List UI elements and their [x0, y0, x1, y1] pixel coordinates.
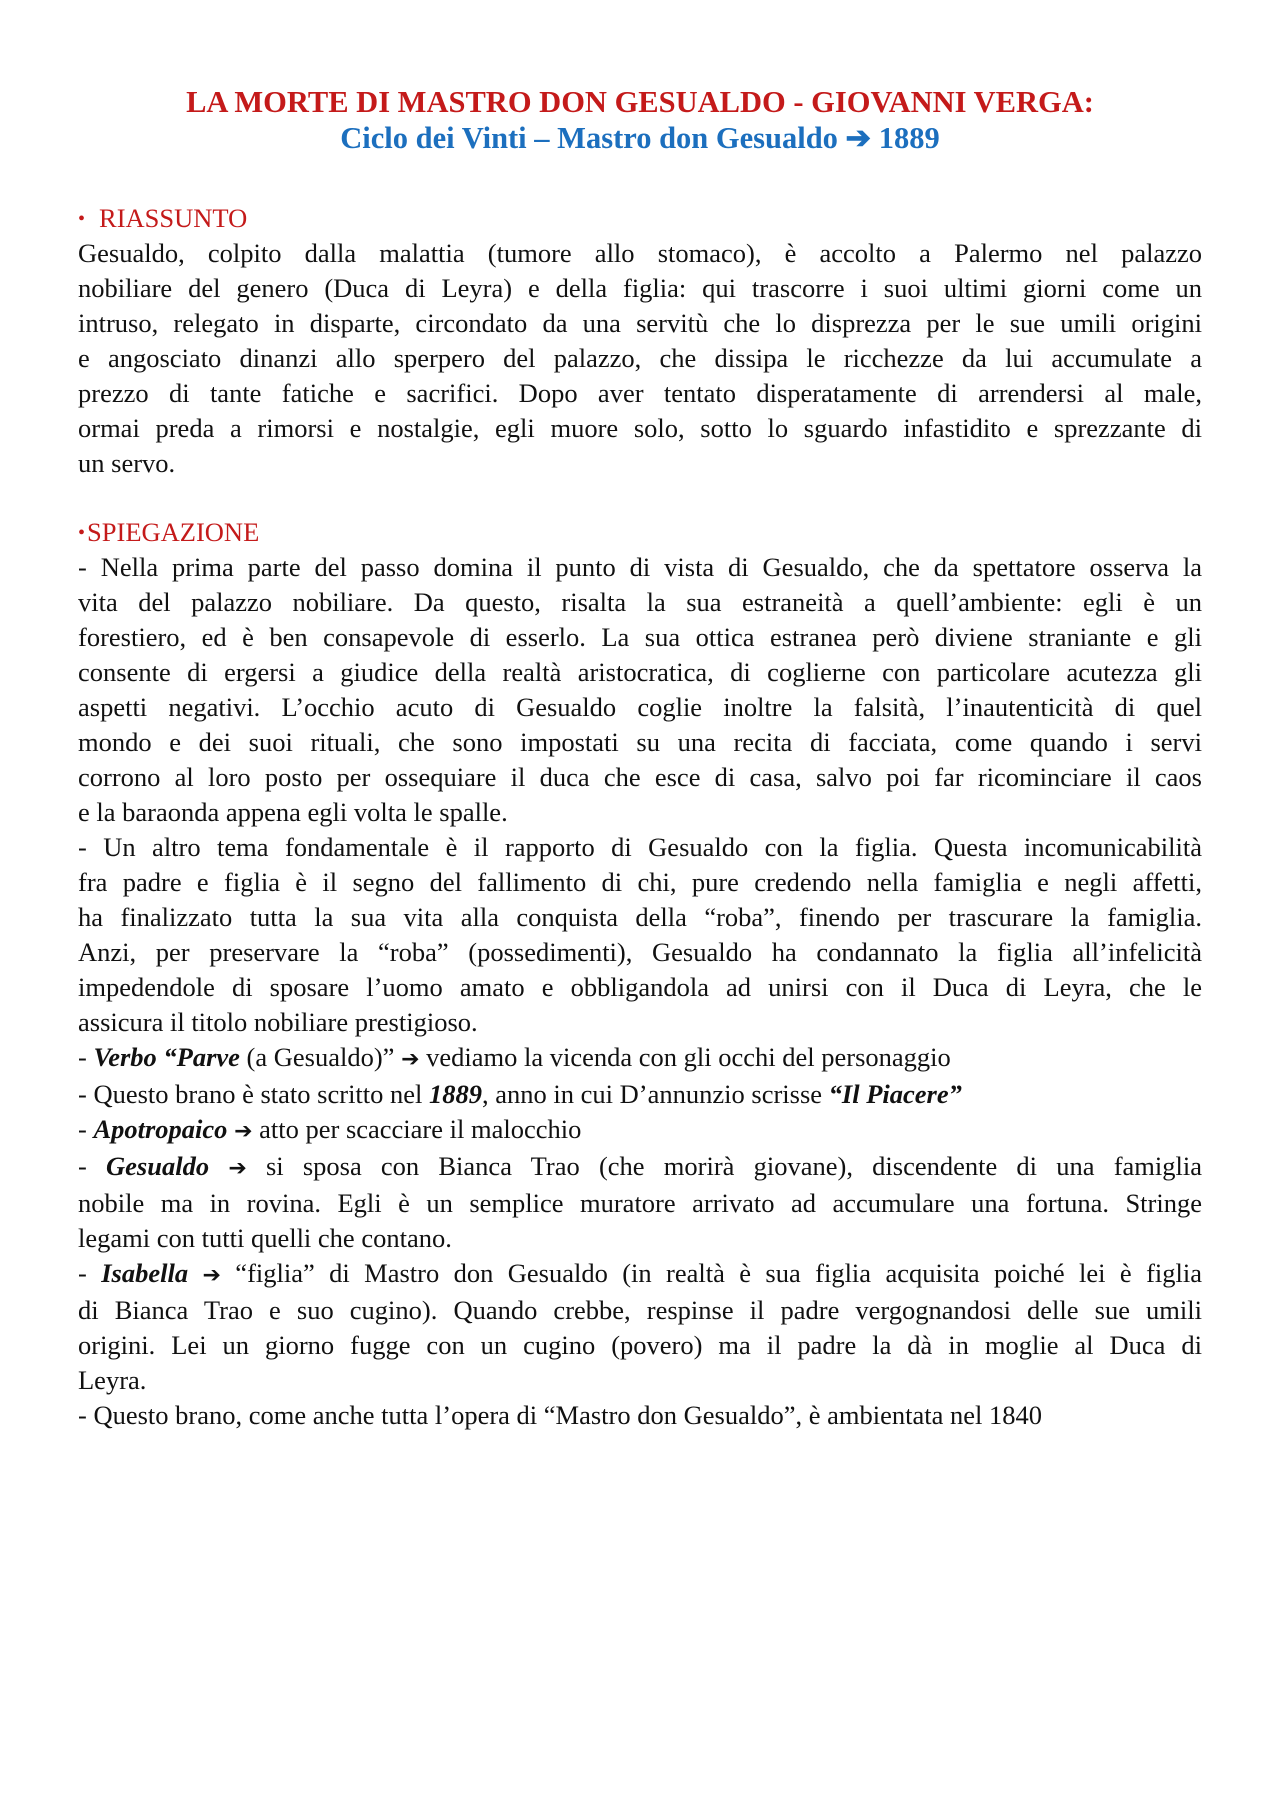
note-text: - Questo brano è stato scritto nel	[78, 1079, 430, 1109]
note-prefix: -	[78, 1258, 102, 1288]
term-verbo-parve: Verbo “Parve	[93, 1042, 240, 1072]
note-text: vediamo la vicenda con gli occhi del personaggio	[419, 1042, 951, 1072]
text-line: fra padre e figlia è il segno del fallimento di chi, pure credendo nella famiglia e negli affetti,	[78, 867, 1202, 897]
text-line: - Nella prima parte del passo domina il punto di vista di Gesualdo, che da spettatore osserva la	[78, 552, 1202, 582]
term-gesualdo: Gesualdo	[106, 1151, 210, 1181]
term-apotropaico: Apotropaico	[93, 1114, 228, 1144]
note-ambientazione	[78, 1398, 1202, 1433]
note-verbo-parve	[78, 1040, 1202, 1077]
text-line: nobile ma in rovina. Egli è un semplice muratore arrivato ad accumulare una fortuna. Stringe	[78, 1188, 1202, 1218]
text-line: prezzo di tante fatiche e sacrifici. Dopo aver tentato disperatamente di arrendersi al male,	[78, 378, 1202, 408]
note-brano-1889	[78, 1077, 1202, 1112]
text-line: - Un altro tema fondamentale è il rapporto di Gesualdo con la figlia. Questa incomunicabilità	[78, 832, 1202, 862]
text-line: di Bianca Trao e suo cugino). Quando crebbe, respinse il padre vergognandosi delle sue umili	[78, 1295, 1202, 1325]
bullet-icon: •	[78, 208, 86, 230]
riassunto-heading-text: RIASSUNTO	[99, 203, 248, 233]
text-line: Anzi, per preservare la “roba” (possedimenti), Gesualdo ha condannato la figlia all’infelicità	[78, 937, 1202, 967]
page-subtitle: Ciclo dei Vinti – Mastro don Gesualdo ➔ 1889	[340, 121, 940, 155]
bullet-icon: •	[78, 522, 86, 544]
section-heading-spiegazione	[78, 515, 1202, 550]
term-year-1889: 1889	[429, 1079, 483, 1109]
section-heading-riassunto	[78, 201, 1202, 236]
text-line: ha finalizzato tutta la sua vita alla conquista della “roba”, finendo per trascurare la famiglia.	[78, 902, 1202, 932]
note-prefix: -	[78, 1114, 94, 1144]
note-prefix: -	[78, 1042, 94, 1072]
note-prefix: -	[78, 1151, 107, 1181]
note-gesualdo	[78, 1149, 1202, 1256]
arrow-right-icon: ➔	[234, 1119, 253, 1144]
riassunto-paragraph	[78, 236, 1202, 481]
text-line: e la baraonda appena egli volta le spalle.	[78, 797, 508, 827]
term-il-piacere: “Il Piacere”	[828, 1079, 962, 1109]
text-line: Leyra.	[78, 1365, 147, 1395]
note-text: , anno in cui D’annunzio scrisse	[482, 1079, 829, 1109]
page-title: LA MORTE DI MASTRO DON GESUALDO - GIOVANNI VERGA:	[186, 85, 1094, 119]
document-page	[78, 84, 1202, 1433]
text-line: - Questo brano, come anche tutta l’opera di “Mastro don Gesualdo”, è ambientata nel 1840	[78, 1400, 1042, 1430]
text-line: origini. Lei un giorno fugge con un cugino (povero) ma il padre la dà in moglie al Duca di	[78, 1330, 1202, 1360]
text-line: vita del palazzo nobiliare. Da questo, risalta la sua estraneità a quell’ambiente: egli è un	[78, 587, 1202, 617]
note-text: “figlia” di Mastro don Gesualdo (in realtà è sua figlia acquisita poiché lei è figlia	[220, 1258, 1202, 1288]
text-line: Gesualdo, colpito dalla malattia (tumore allo stomaco), è accolto a Palermo nel palazzo	[78, 238, 1202, 268]
spiegazione-heading-text: SPIEGAZIONE	[87, 517, 260, 547]
text-line: mondo e dei suoi rituali, che sono impostati su una recita di facciata, come quando i servi	[78, 727, 1202, 757]
arrow-right-icon: ➔	[401, 1047, 420, 1072]
note-text: si sposa con Bianca Trao (che morirà giovane), discendente di una famiglia	[246, 1151, 1203, 1181]
term-isabella: Isabella	[101, 1258, 189, 1288]
text-line: corrono al loro posto per ossequiare il duca che esce di casa, salvo poi far ricominciare il caos	[78, 762, 1202, 792]
text-line: forestiero, ed è ben consapevole di esserlo. La sua ottica estranea però diviene straniante e gli	[78, 622, 1202, 652]
arrow-right-icon: ➔	[202, 1263, 221, 1288]
text-line: impedendole di sposare l’uomo amato e obbligandola ad unirsi con il Duca di Leyra, che le	[78, 972, 1202, 1002]
text-line: e angosciato dinanzi allo sperpero del palazzo, che dissipa le ricchezze da lui accumulate a	[78, 343, 1202, 373]
text-line: consente di ergersi a giudice della realtà aristocratica, di coglierne con particolare acutezza gli	[78, 657, 1202, 687]
arrow-right-icon: ➔	[228, 1156, 247, 1181]
text-line: intruso, relegato in disparte, circondato da una servitù che lo disprezza per le sue umili origini	[78, 308, 1202, 338]
text-line: nobiliare del genero (Duca di Leyra) e della figlia: qui trascorre i suoi ultimi giorni come un	[78, 273, 1202, 303]
note-apotropaico	[78, 1112, 1202, 1149]
text-line: ormai preda a rimorsi e nostalgie, egli muore solo, sotto lo sguardo infastidito e sprezzante di	[78, 413, 1202, 443]
spiegazione-paragraph-1	[78, 550, 1202, 830]
note-inline-text: (a Gesualdo)”	[239, 1042, 402, 1072]
note-isabella	[78, 1256, 1202, 1398]
note-text: atto per scacciare il malocchio	[252, 1114, 582, 1144]
text-line: aspetti negativi. L’occhio acuto di Gesualdo coglie inoltre la falsità, l’inautenticità di quel	[78, 692, 1202, 722]
text-line: assicura il titolo nobiliare prestigioso.	[78, 1007, 478, 1037]
text-line: legami con tutti quelli che contano.	[78, 1223, 452, 1253]
text-line: un servo.	[78, 448, 176, 478]
spiegazione-paragraph-2	[78, 830, 1202, 1040]
